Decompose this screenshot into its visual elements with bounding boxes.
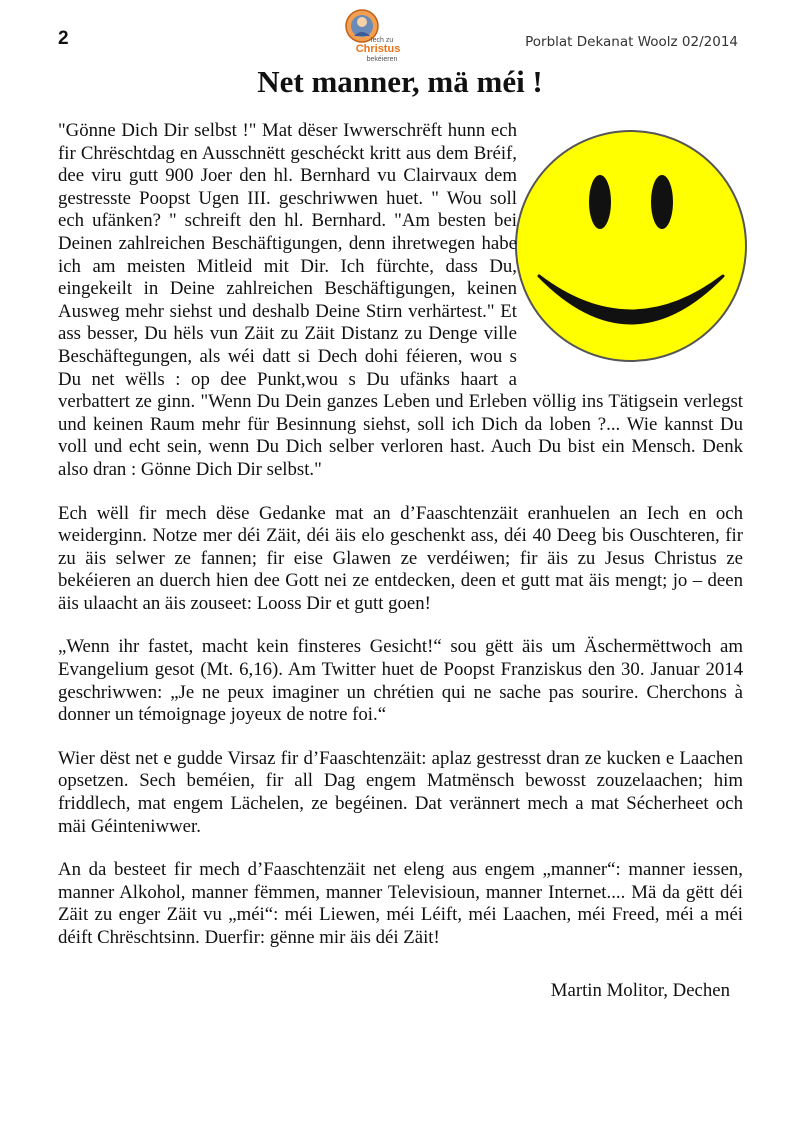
paragraph-3: „Wenn ihr fastet, macht kein finsteres Gesicht!“ sou gëtt äis um Äschermëttwoch am Evangelium gesot (Mt. 6,16). Am Twitter huet de Poopst Franziskus den 30. Januar 2014 geschriwwen: „Je ne peux imaginer un chrétien qui ne sache pas sourire. Cherchons à donner un témoignage joyeux de notre foi.“ [58,636,743,726]
signature: Martin Molitor, Dechen [550,980,730,1001]
logo-text-line-2: Christus [355,43,401,55]
logo-text-line-1: Iech zu [370,37,394,44]
header-source: Porblat Dekanat Woolz 02/2014 [525,34,738,50]
paragraph-2: Ech wëll fir mech dëse Gedanke mat an d’Faaschtenzäit eranhuelen an Iech en och weiderginn. Notze mer déi Zäit, déi äis elo geschenkt ass, déi 40 Deeg bis Ouschteren, fir zu äis selwer ze fannen; fir eise Glawen ze verdéiwen; fir äis zu Jesus Christus ze bekéieren an duerch hien dee Gott nei ze entdecken, deen et gutt mat äis mengt; jo – deen äis ulaacht an äis zouseet: Looss Dir et gutt goen! [58,502,743,614]
logo [342,6,406,68]
article-title: Net manner, mä méi ! [257,64,543,99]
smiley-float-space [517,120,743,382]
page-number: 2 [58,28,69,49]
article-body [58,120,743,971]
logo-text-line-3: bekéieren [366,56,398,63]
paragraph-4: Wier dëst net e gudde Virsaz fir d’Faaschtenzäit: aplaz gestresst dran ze kucken e Laachen opsetzen. Sech beméien, fir all Dag engem Matmënsch bewosst zouzelaachen; him friddlech, mat engem Lächelen, ze begéinen. Dat verännert mech a mat Sécherheet och mäi Géinteniwwer. [58,747,743,837]
paragraph-5: An da besteet fir mech d’Faaschtenzäit net eleng aus engem „manner“: manner iessen, manner Alkohol, manner fëmmen, manner Televisioun, manner Internet.... Mä da gëtt déi Zäit zu enger Zäit vu „méi“: méi Liewen, méi Léift, méi Laachen, méi Freed, méi a méi déift Chrëschtsinn. Duerfir: gënne mir äis déi Zäit! [58,859,743,948]
paragraph-1: "Gönne Dich Dir selbst !" Mat dëser Iwwerschrëft hunn ech fir Chrëschtdag en Ausschnëtt geschéckt kritt aus dem Bréif, dee viru gutt 900 Joer den hl. Bernhard vu Clairvaux dem gestresste Poopst Ugen III. geschriwwen huet. " Wou soll ech ufänken? " schreift den hl. Bernhard. "Am besten bei Deinen zahlreichen Beschäftigungen, denn ihretwegen habe ich am meisten Mitleid mit Dir. Ich fürchte, dass Du, eingekeilt in Deine zahlreichen Beschäftigungen, keinen Ausweg mehr siehst und deshalb Deine Stirn verhärtest." Et ass besser, Du hëls vun Zäit zu Zäit Distanz zu Denge ville Beschäftegungen, als wéi datt si Dech dohi féieren, wou s Du net wëlls : op dee Punkt,wou s Du ufänks haart a verbattert ze ginn. "Wenn Du Dein ganzes Leben und Erleben völlig ins Tätigsein verlegst und keinen Raum mehr für Besinnung siehst, soll ich Dich da loben ?... Wie kannst Du voll und echt sein, wenn Du Dich selber verloren hast. Auch Du bist ein Mensch. Denk also dran : Gönne Dich Dir selbst." [58,120,743,480]
